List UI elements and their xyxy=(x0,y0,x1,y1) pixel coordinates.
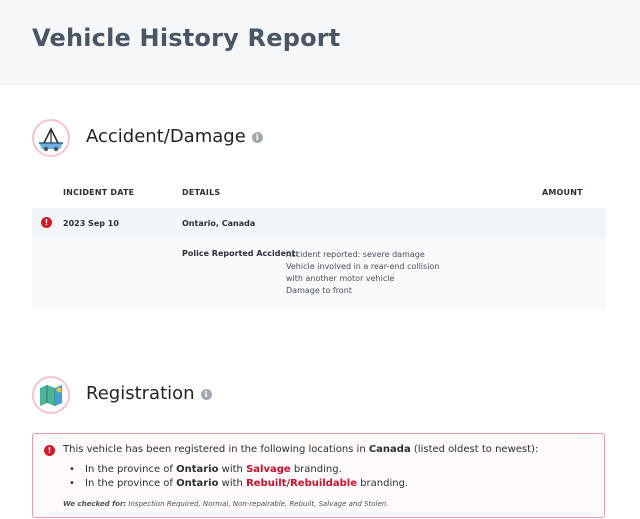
accident-table xyxy=(32,178,606,310)
detail-label: Police Reported Accident: xyxy=(182,249,299,258)
detail-line: with another motor vehicle xyxy=(286,274,395,283)
crash-boat-icon xyxy=(32,119,70,157)
registration-list xyxy=(69,464,408,492)
column-header-amount: AMOUNT xyxy=(542,188,583,197)
list-item: • In the province of Ontario with Rebuilt/Rebuildable branding. xyxy=(69,478,409,489)
map-icon xyxy=(32,376,70,414)
column-header-details: DETAILS xyxy=(182,188,221,197)
detail-lines xyxy=(286,249,439,297)
info-icon[interactable]: i xyxy=(201,389,212,400)
page-title: Vehicle History Report xyxy=(32,24,341,52)
registration-intro: This vehicle has been registered in the following locations in Canada (listed oldest to newest): xyxy=(63,444,539,455)
registration-alert-box xyxy=(32,433,605,518)
column-header-incident-date: INCIDENT DATE xyxy=(63,188,135,197)
incident-date: 2023 Sep 10 xyxy=(63,219,119,228)
incident-location: Ontario, Canada xyxy=(182,219,256,228)
report-header xyxy=(0,0,640,85)
checked-for-note: We checked for: Inspection Required, Normal, Non-repairable, Rebuilt, Salvage and Stolen. xyxy=(63,500,389,508)
alert-icon: ! xyxy=(41,217,52,228)
detail-line: Damage to front xyxy=(286,286,352,295)
detail-line: Accident reported: severe damage xyxy=(286,250,425,259)
info-icon[interactable]: i xyxy=(252,132,263,143)
accident-section-title: Accident/Damage i xyxy=(86,126,263,147)
registration-section-title: Registration i xyxy=(86,383,212,404)
list-item: • In the province of Ontario with Salvage branding. xyxy=(69,464,342,475)
detail-line: Vehicle involved in a rear-end collision xyxy=(286,262,440,271)
alert-icon: ! xyxy=(44,445,55,456)
